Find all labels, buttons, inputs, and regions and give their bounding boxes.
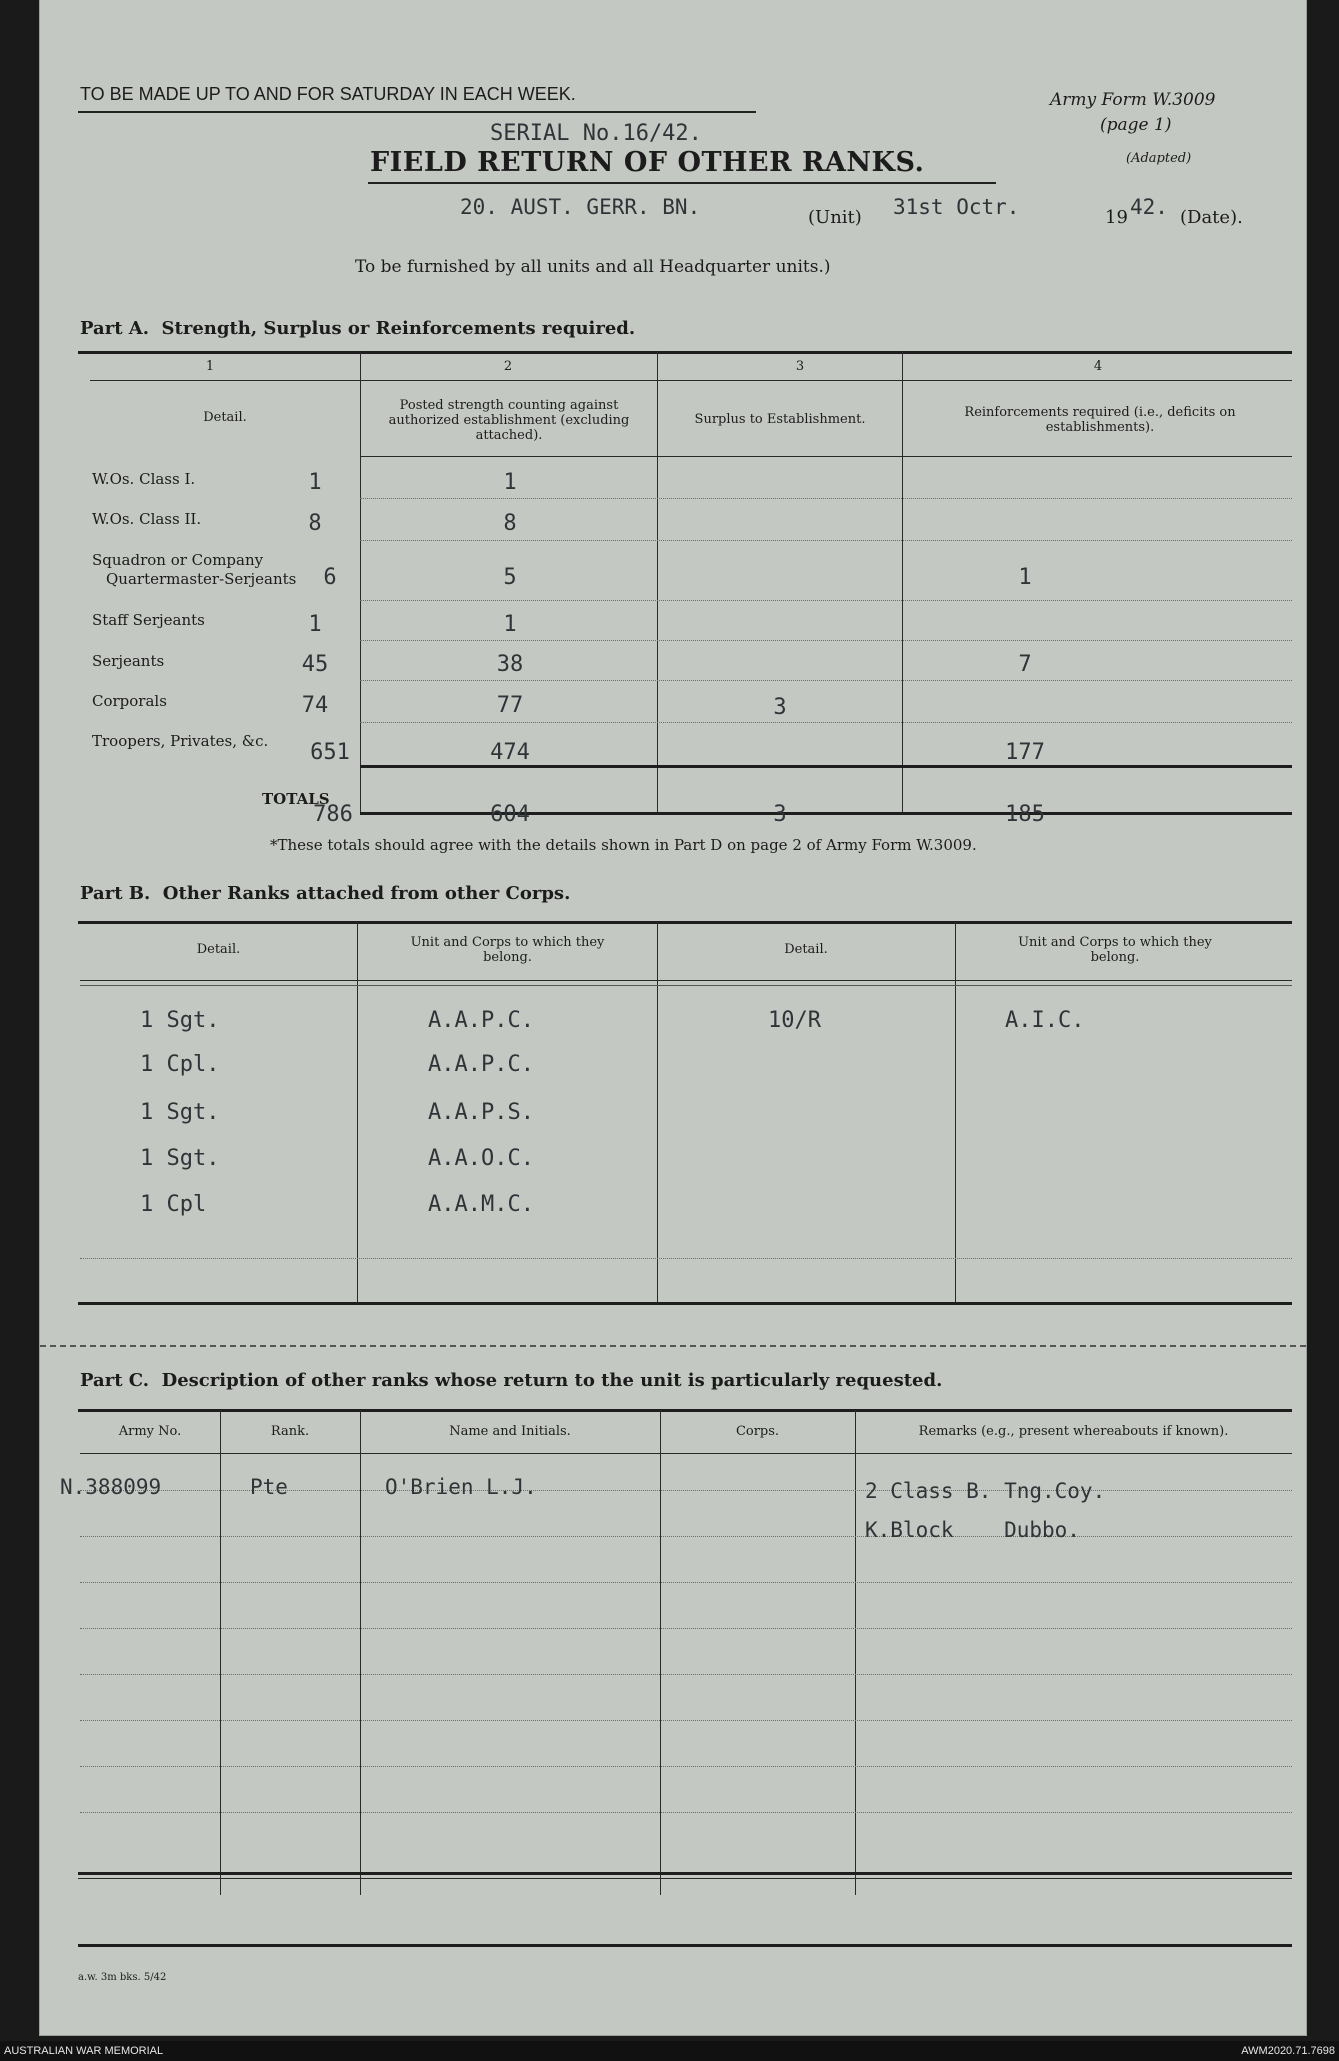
form-adapted: (Adapted)	[1126, 151, 1192, 166]
attached-detail: 10/R	[768, 1008, 821, 1033]
perforation-line	[40, 1345, 1306, 1347]
attached-corps: A.I.C.	[1005, 1008, 1085, 1033]
header-army-no: Army No.	[118, 1424, 182, 1439]
totals-label: TOTALS	[262, 790, 330, 808]
date-label: (Date).	[1180, 207, 1243, 228]
totals-establishment: 786	[313, 802, 353, 827]
row-label: Staff Serjeants	[92, 611, 205, 629]
totals-reinforcements: 185	[1005, 802, 1045, 827]
part-b-header-detail-left: Detail.	[196, 942, 241, 957]
col-number-3: 3	[795, 359, 805, 374]
form-sheet	[40, 0, 1306, 2035]
row-establishment: 74	[301, 693, 329, 718]
serial-number: SERIAL No.16/42.	[490, 121, 702, 146]
year-prefix: 19	[1105, 207, 1128, 228]
totals-posted: 604	[490, 802, 530, 827]
request-remarks-line2: K.Block Dubbo.	[865, 1518, 1080, 1542]
title-underline	[368, 182, 996, 184]
row-label: Serjeants	[92, 652, 165, 670]
header-reinforcements: Reinforcements required (i.e., deficits on establishments).	[964, 405, 1236, 435]
attached-corps: A.A.P.C.	[428, 1008, 534, 1033]
row-reinforcements: 177	[1005, 740, 1045, 765]
row-label: Troopers, Privates, &c.	[92, 732, 269, 750]
row-label: Squadron or Company	[92, 551, 264, 569]
attached-corps: A.A.M.C.	[428, 1192, 534, 1217]
row-establishment: 6	[323, 565, 337, 590]
row-posted: 38	[496, 652, 524, 677]
part-c-heading: Part C. Description of other ranks whose return to the unit is particularly requested.	[80, 1370, 943, 1391]
col-number-4: 4	[1093, 359, 1103, 374]
attached-corps: A.A.P.S.	[428, 1100, 534, 1125]
instruction-underline	[78, 111, 756, 113]
row-label: W.Os. Class II.	[92, 510, 202, 528]
row-establishment: 651	[310, 740, 350, 765]
row-posted: 5	[503, 565, 517, 590]
header-remarks: Remarks (e.g., present whereabouts if known).	[918, 1424, 1229, 1439]
row-posted: 1	[503, 612, 517, 637]
header-detail: Detail.	[203, 410, 247, 425]
attached-corps: A.A.P.C.	[428, 1052, 534, 1077]
print-code: a.w. 3m bks. 5/42	[78, 1972, 167, 1983]
header-corps: Corps.	[735, 1424, 780, 1439]
part-a-heading: Part A. Strength, Surplus or Reinforcements required.	[80, 318, 636, 339]
request-remarks: 2 Class B. Tng.Coy.	[865, 1479, 1106, 1503]
row-label: Corporals	[92, 692, 167, 710]
page-tab-shadow	[0, 0, 30, 100]
row-reinforcements: 1	[1018, 565, 1032, 590]
row-label: W.Os. Class I.	[92, 470, 196, 488]
unit-label: (Unit)	[808, 207, 862, 228]
row-establishment: 45	[301, 652, 329, 677]
row-establishment: 8	[308, 511, 322, 536]
form-number: Army Form W.3009	[1050, 90, 1216, 110]
form-title: FIELD RETURN OF OTHER RANKS.	[370, 147, 925, 178]
col-number-1: 1	[205, 359, 215, 374]
row-posted: 1	[503, 470, 517, 495]
totals-surplus: 3	[773, 802, 787, 827]
date-value: 31st Octr.	[893, 195, 1020, 219]
archive-footer	[0, 2041, 1339, 2061]
archive-reference: AWM2020.71.7698	[1241, 2045, 1335, 2057]
attached-detail: 1 Sgt.	[140, 1008, 220, 1033]
col-number-2: 2	[503, 359, 513, 374]
attached-corps: A.A.O.C.	[428, 1146, 534, 1171]
row-posted: 474	[490, 740, 530, 765]
part-a-top-rule	[78, 351, 1292, 354]
row-surplus: 3	[773, 695, 787, 720]
header-surplus: Surplus to Establishment.	[694, 412, 866, 427]
header-name: Name and Initials.	[449, 1424, 571, 1439]
totals-note: *These totals should agree with the details shown in Part D on page 2 of Army Form W.3009.	[270, 836, 977, 854]
row-posted: 8	[503, 511, 517, 536]
year-value: 42.	[1130, 195, 1168, 219]
part-b-header-corps-right: Unit and Corps to which they belong.	[1018, 935, 1212, 965]
form-page: (page 1)	[1100, 115, 1172, 135]
part-b-heading: Part B. Other Ranks attached from other Corps.	[80, 883, 571, 904]
row-reinforcements: 7	[1018, 652, 1032, 677]
request-rank: Pte	[250, 1475, 288, 1499]
attached-detail: 1 Sgt.	[140, 1100, 220, 1125]
row-posted: 77	[496, 693, 524, 718]
request-name: O'Brien L.J.	[385, 1475, 537, 1499]
request-army-no: N.388099	[60, 1475, 162, 1499]
unit-value: 20. AUST. GERR. BN.	[460, 195, 701, 219]
header-rank: Rank.	[270, 1424, 310, 1439]
row-establishment: 1	[308, 470, 322, 495]
part-b-header-detail-right: Detail.	[784, 942, 828, 957]
form-subtitle: To be furnished by all units and all Headquarter units.)	[355, 257, 831, 277]
attached-detail: 1 Sgt.	[140, 1146, 220, 1171]
weekly-instruction: TO BE MADE UP TO AND FOR SATURDAY IN EACH WEEK.	[80, 84, 576, 104]
part-b-header-corps-left: Unit and Corps to which they belong.	[410, 935, 605, 965]
attached-detail: 1 Cpl	[140, 1192, 207, 1217]
row-label-line2: Quartermaster-Serjeants	[106, 570, 297, 588]
attached-detail: 1 Cpl.	[140, 1052, 220, 1077]
header-posted-strength: Posted strength counting against authorized establishment (excluding attached).	[388, 398, 630, 443]
row-establishment: 1	[308, 612, 322, 637]
archive-name: AUSTRALIAN WAR MEMORIAL	[4, 2045, 164, 2057]
